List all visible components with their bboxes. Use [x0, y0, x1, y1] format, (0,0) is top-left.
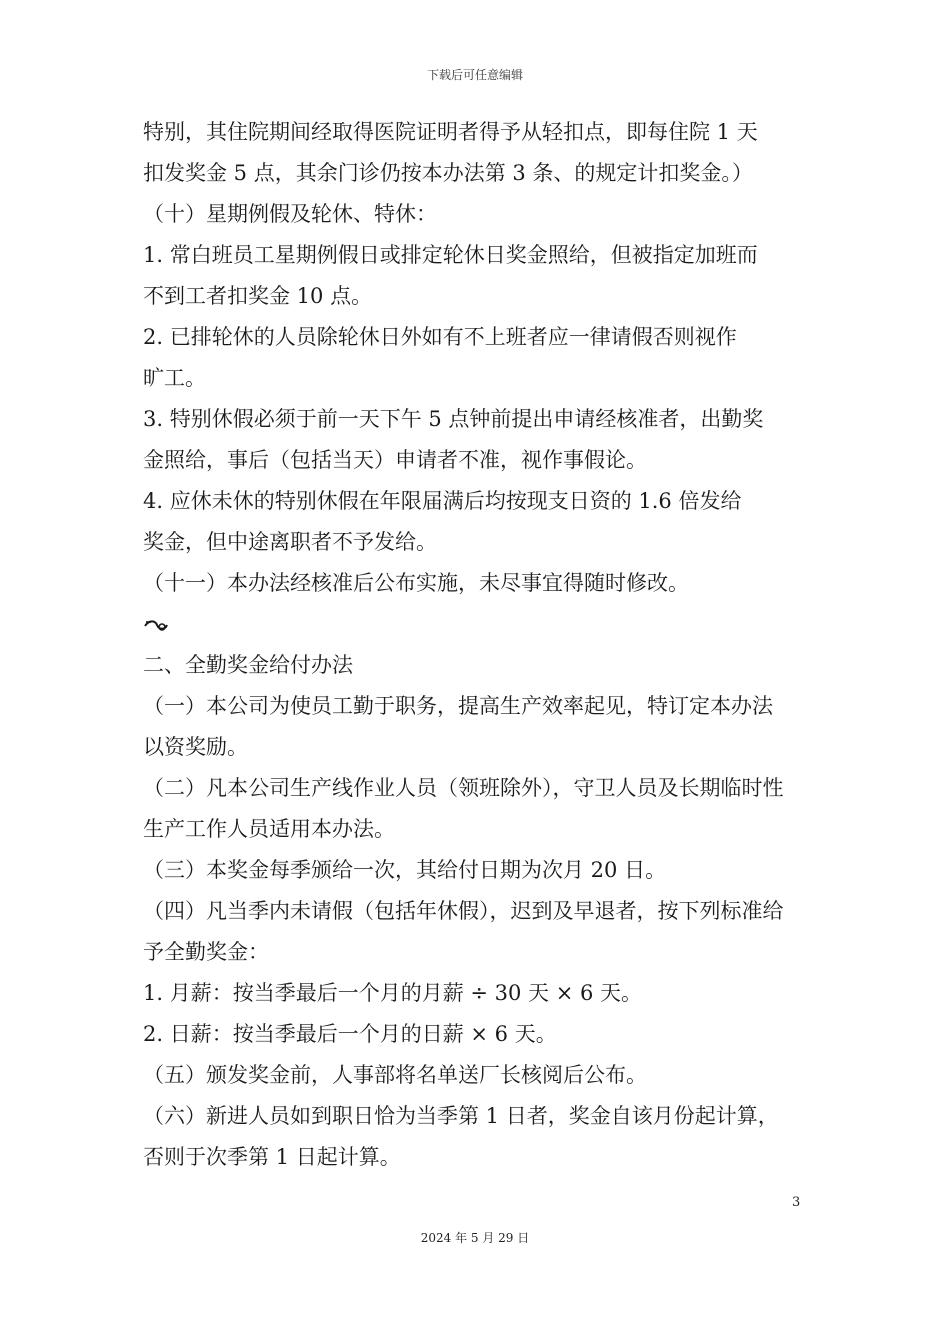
- text-line: 2. 日薪：按当季最后一个月的日薪 × 6 天。: [143, 1022, 557, 1046]
- page-number: 3: [792, 1195, 801, 1210]
- text-line: （二）凡本公司生产线作业人员（领班除外），守卫人员及长期临时性: [143, 776, 784, 800]
- page-header: 下载后可任意编辑: [426, 68, 523, 82]
- document-body: [143, 112, 813, 1178]
- text-line: 扣发奖金 5 点，其余门诊仍按本办法第 3 条、的规定计扣奖金。）: [143, 161, 753, 185]
- text-line: 以资奖励。: [143, 735, 248, 759]
- page-footer-date: 2024 年 5 月 29 日: [420, 1231, 530, 1245]
- text-line: 奖金，但中途离职者不予发给。: [143, 530, 437, 554]
- text-line: （五）颁发奖金前，人事部将名单送厂长核阅后公布。: [143, 1063, 647, 1087]
- text-line: （三）本奖金每季颁给一次，其给付日期为次月 20 日。: [143, 858, 667, 882]
- text-line: 旷工。: [143, 366, 206, 390]
- section-heading: 二、全勤奖金给付办法: [143, 653, 353, 677]
- text-line: 特别，其住院期间经取得医院证明者得予从轻扣点，即每住院 1 天: [143, 120, 758, 144]
- ornament-icon: [143, 604, 813, 645]
- text-line: （四）凡当季内未请假（包括年休假），迟到及早退者，按下列标准给: [143, 899, 784, 923]
- text-line: 不到工者扣奖金 10 点。: [143, 284, 373, 308]
- text-line: 4. 应休未休的特别休假在年限届满后均按现支日资的 1.6 倍发给: [143, 489, 742, 513]
- text-line: （一）本公司为使员工勤于职务，提高生产效率起见，特订定本办法: [143, 694, 773, 718]
- text-line: 金照给，事后（包括当天）申请者不准，视作事假论。: [143, 448, 647, 472]
- text-line: 1. 常白班员工星期例假日或排定轮休日奖金照给，但被指定加班而: [143, 243, 758, 267]
- text-line: 否则于次季第 1 日起计算。: [143, 1145, 401, 1169]
- text-line: （六）新进人员如到职日恰为当季第 1 日者，奖金自该月份起计算，: [143, 1104, 779, 1128]
- text-line: （十）星期例假及轮休、特休：: [143, 202, 437, 226]
- text-line: 2. 已排轮休的人员除轮休日外如有不上班者应一律请假否则视作: [143, 325, 737, 349]
- text-line: 3. 特别休假必须于前一天下午 5 点钟前提出申请经核准者，出勤奖: [143, 407, 764, 431]
- text-line: 予全勤奖金：: [143, 940, 269, 964]
- text-line: 生产工作人员适用本办法。: [143, 817, 395, 841]
- text-line: 1. 月薪：按当季最后一个月的月薪 ÷ 30 天 × 6 天。: [143, 981, 643, 1005]
- text-line: （十一）本办法经核准后公布实施，未尽事宜得随时修改。: [143, 571, 689, 595]
